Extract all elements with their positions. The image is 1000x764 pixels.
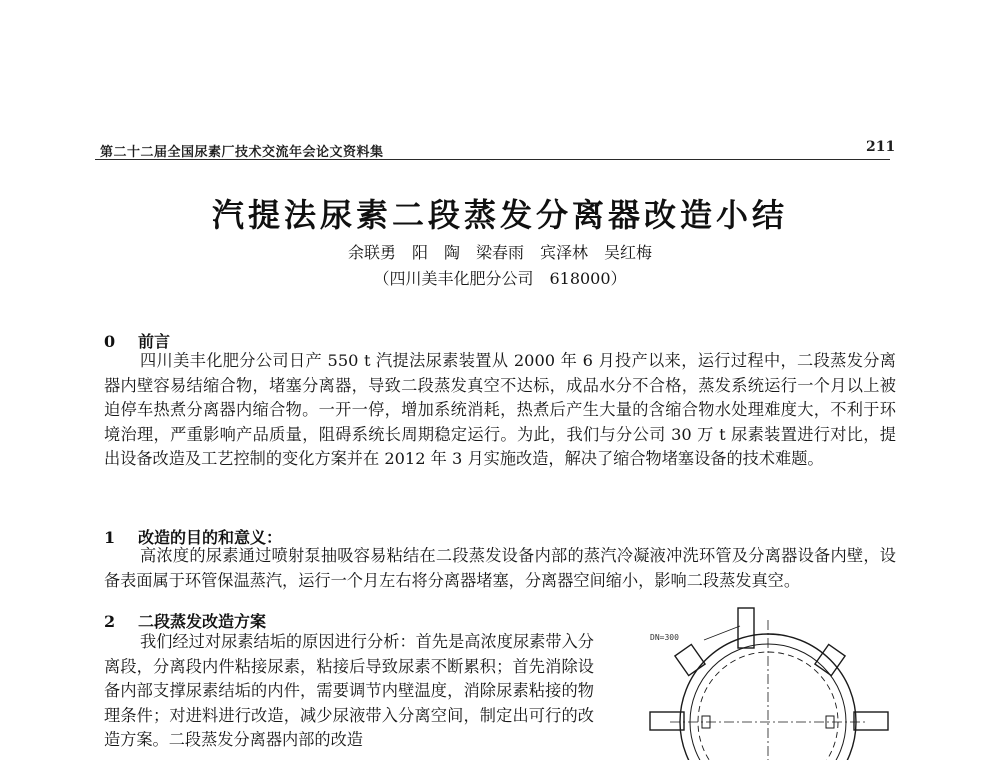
article-title: 汽提法尿素二段蒸发分离器改造小结 <box>211 196 788 234</box>
section-title: 前言 <box>138 332 171 351</box>
drawing-annotation: DN=300 <box>650 633 679 642</box>
left-side-nozzle <box>650 712 684 730</box>
right-side-nozzle <box>854 712 888 730</box>
preface-paragraph: 四川美丰化肥分公司日产 550 t 汽提法尿素装置从 2000 年 6 月投产以来，运行过程中，二段蒸发分离器内壁容易结缩合物，堵塞分离器，导致二段蒸发真空不达标，成品水分不合格，蒸发系统运行一个月以上被迫停车热煮分离器内缩合物。一开一停，增加系统消耗，热煮后产生大量的含缩合物水处理难度大，不利于环境治理，严重影响产品质量，阻碍系统长周期稳定运行。为此，我们与分公司 30 万 t 尿素装置进行对比，提出设备改造及工艺控制的变化方案并在 2012 年 3 月实施改造，解决了缩合物堵塞设备的技术难题。 <box>104 351 896 469</box>
top-nozzle <box>738 608 754 648</box>
annotation-leader <box>704 626 740 640</box>
section-number: 2 <box>104 612 116 631</box>
section-number: 0 <box>104 332 116 351</box>
affiliation: （四川美丰化肥分公司 618000） <box>373 269 627 288</box>
page-number: 211 <box>866 139 896 155</box>
left-upper-nozzle <box>675 644 705 675</box>
plan-paragraph: 我们经过对尿素结垢的原因进行分析：首先是高浓度尿素带入分离段，分离段内件粘接尿素，粘接后导致尿素不断累积；首先消除设备内部支撑尿素结垢的内件，需要调节内壁温度，消除尿素粘接的物理条件；对进料进行改造，减少尿液带入分离空间，制定出可行的改造方案。二段蒸发分离器内部的改造 <box>104 632 594 750</box>
section-title: 二段蒸发改造方案 <box>138 612 267 631</box>
author-list: 余联勇 阳 陶 梁春雨 宾泽林 吴红梅 <box>347 243 652 262</box>
section-heading-plan <box>104 609 266 632</box>
section-title: 改造的目的和意义： <box>138 528 283 547</box>
running-head: 第二十二届全国尿素厂技术交流年会论文资料集 <box>100 145 384 160</box>
separator-drawing <box>640 600 900 760</box>
purpose-paragraph: 高浓度的尿素通过喷射泵抽吸容易粘结在二段蒸发设备内部的蒸汽冷凝液冲洗环管及分离器设备内壁，设备表面属于环管保温蒸汽，运行一个月左右将分离器堵塞，分离器空间缩小，影响二段蒸发真空。 <box>104 546 896 590</box>
separator-drawing-svg <box>640 600 900 760</box>
section-number: 1 <box>104 528 116 547</box>
header-rule <box>95 159 890 160</box>
